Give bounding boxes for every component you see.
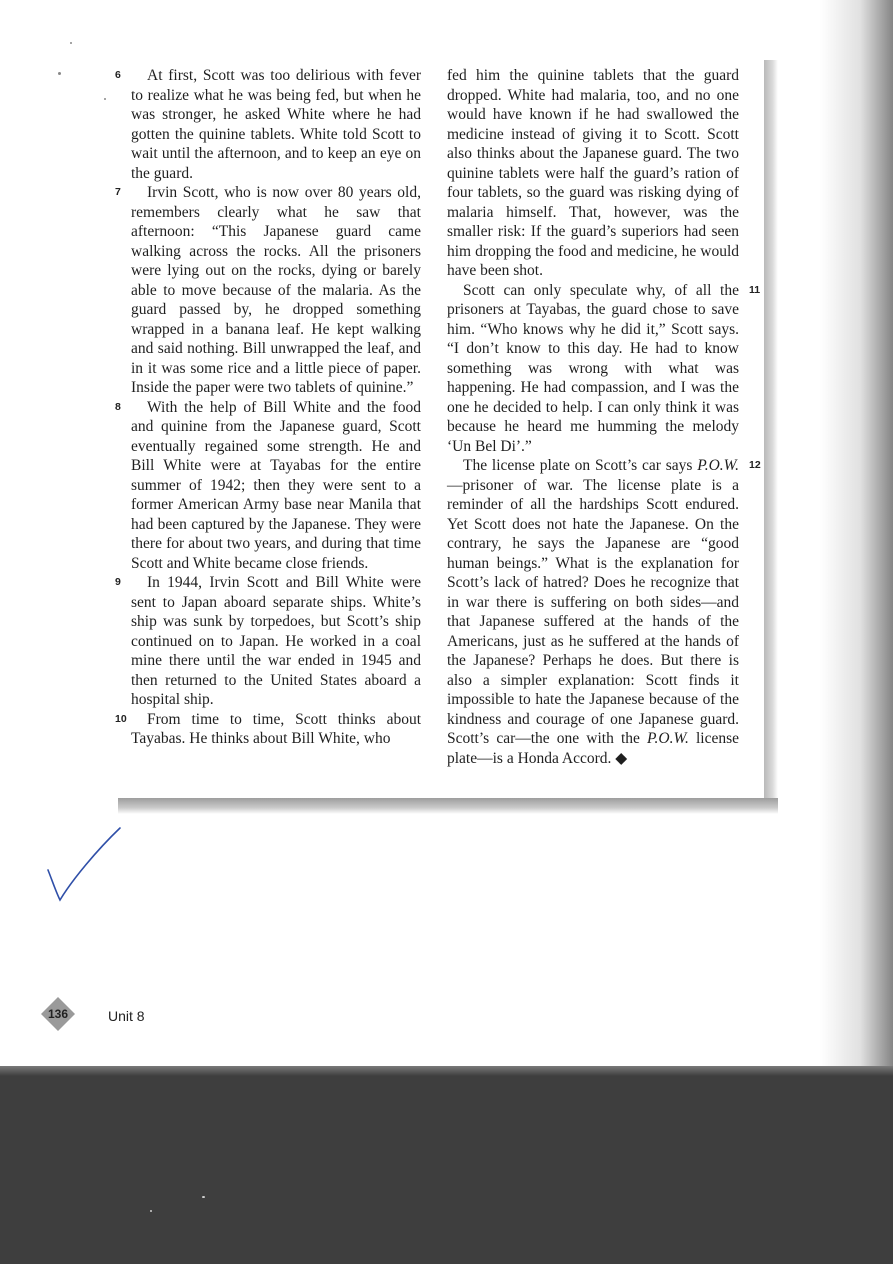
page-number: 136 [47,1007,69,1021]
article-paragraph [115,398,421,574]
paragraph-number: 8 [115,400,121,413]
paragraph-number: 7 [115,186,121,198]
paragraph-text: fed him the quinine tablets that the guard dropped. White had malaria, too, and no one would have known if he had swallowed the medicine instead of giving it to Scott. Scott also thinks about the Japanese guard. The two quinine tablets were half the guard’s ration of four tablets, so the guard was risking dying of malaria himself. That, however, was the smaller risk: If the guard’s superiors had seen him dropping the food and medicine, he would have been shot. [447,67,739,279]
italic-text: P.O.W. [647,730,689,747]
scanner-background [0,1066,893,1264]
paragraph-text: The license plate on Scott’s car says [463,457,698,474]
article-paragraph [115,183,421,398]
paragraph-text: With the help of Bill White and the food and quinine from the Japanese guard, Scott eventually regained some strength. He and Bill White were at Tayabas for the entire summer of 1942; then they were sent to a former American Army base near Manila that had been captured by the Japanese. They were there for about two years, and during that time Scott and White became close friends. [131,398,421,572]
scan-speck [70,42,72,44]
paragraph-number: 6 [115,69,121,81]
article-paragraph [447,281,761,457]
handwritten-checkmark-icon [42,820,132,910]
paragraph-number: 9 [115,576,121,588]
paragraph-text: Scott can only speculate why, of all the prisoners at Tayabas, the guard chose to save him. “Who knows why he did it,” Scott says. “I don’t know to this day. He had to know something was wrong with what was happening. He had compassion, and I was the one he decided to help. I can only think it was because he heard me humming the melody ‘Un Bel Di’.” [447,281,739,455]
article-paragraph [447,66,739,281]
article-box-shadow-bottom [118,798,778,814]
scan-speck [104,98,106,100]
article-box-shadow-right [764,60,778,805]
paragraph-text: license plate—is a Honda Accord. ◆ [447,730,739,767]
paragraph-text: From time to time, Scott thinks about Tayabas. He thinks about Bill White, who [131,710,421,747]
paragraph-number: 12 [749,459,761,471]
italic-text: P.O.W. [697,457,739,474]
article-paragraph [115,573,421,710]
article-column-left [115,66,421,749]
article-column-right [447,66,761,768]
article-paragraph [447,456,761,768]
paragraph-text: Irvin Scott, who is now over 80 years old, remembers clearly what he saw that afternoon: “This Japanese guard came walking across the rocks. All the prisoners were lying out on the rocks, dying or barely able to move because of the malaria. As the guard passed by, he dropped something wrapped in a banana leaf. He kept walking and said nothing. Bill unwrapped the leaf, and in it was some rice and a little piece of paper. Inside the paper were two tablets of quinine.” [131,184,421,396]
scan-speck [58,72,61,75]
paragraph-text: In 1944, Irvin Scott and Bill White were sent to Japan aboard separate ships. White’s ship was sunk by torpedoes, but Scott’s ship continued on to Japan. He worked in a coal mine there until the war ended in 1945 and then returned to the United States aboard a hospital ship. [131,574,421,708]
scan-speck [150,1210,152,1212]
article-paragraph [115,710,421,749]
article-paragraph [115,66,421,183]
unit-label: Unit 8 [108,1008,145,1024]
paragraph-number: 11 [749,283,761,296]
paragraph-text: At first, Scott was too delirious with fever to realize what he was being fed, but when he was stronger, he asked White where he had gotten the quinine tablets. White told Scott to wait until the afternoon, and to keep an eye on the guard. [131,67,421,182]
scan-speck [202,1196,205,1198]
paragraph-text: —prisoner of war. The license plate is a reminder of all the hardships Scott endured. Yet Scott does not hate the Japanese. On the contrary, he says the Japanese are “good human beings.” What is the explanation for Scott’s lack of hatred? Does he recognize that in war there is suffering on both sides—and that Japanese suffered at the hands of the Americans, just as he suffered at the hands of the Japanese? Perhaps he does. But there is also a simpler explanation: Scott finds it impossible to hate the Japanese because of the kindness and courage of one Japanese guard. Scott’s car—the one with the [447,476,739,747]
paragraph-number: 10 [115,712,127,725]
page-edge-shade [820,0,893,1070]
